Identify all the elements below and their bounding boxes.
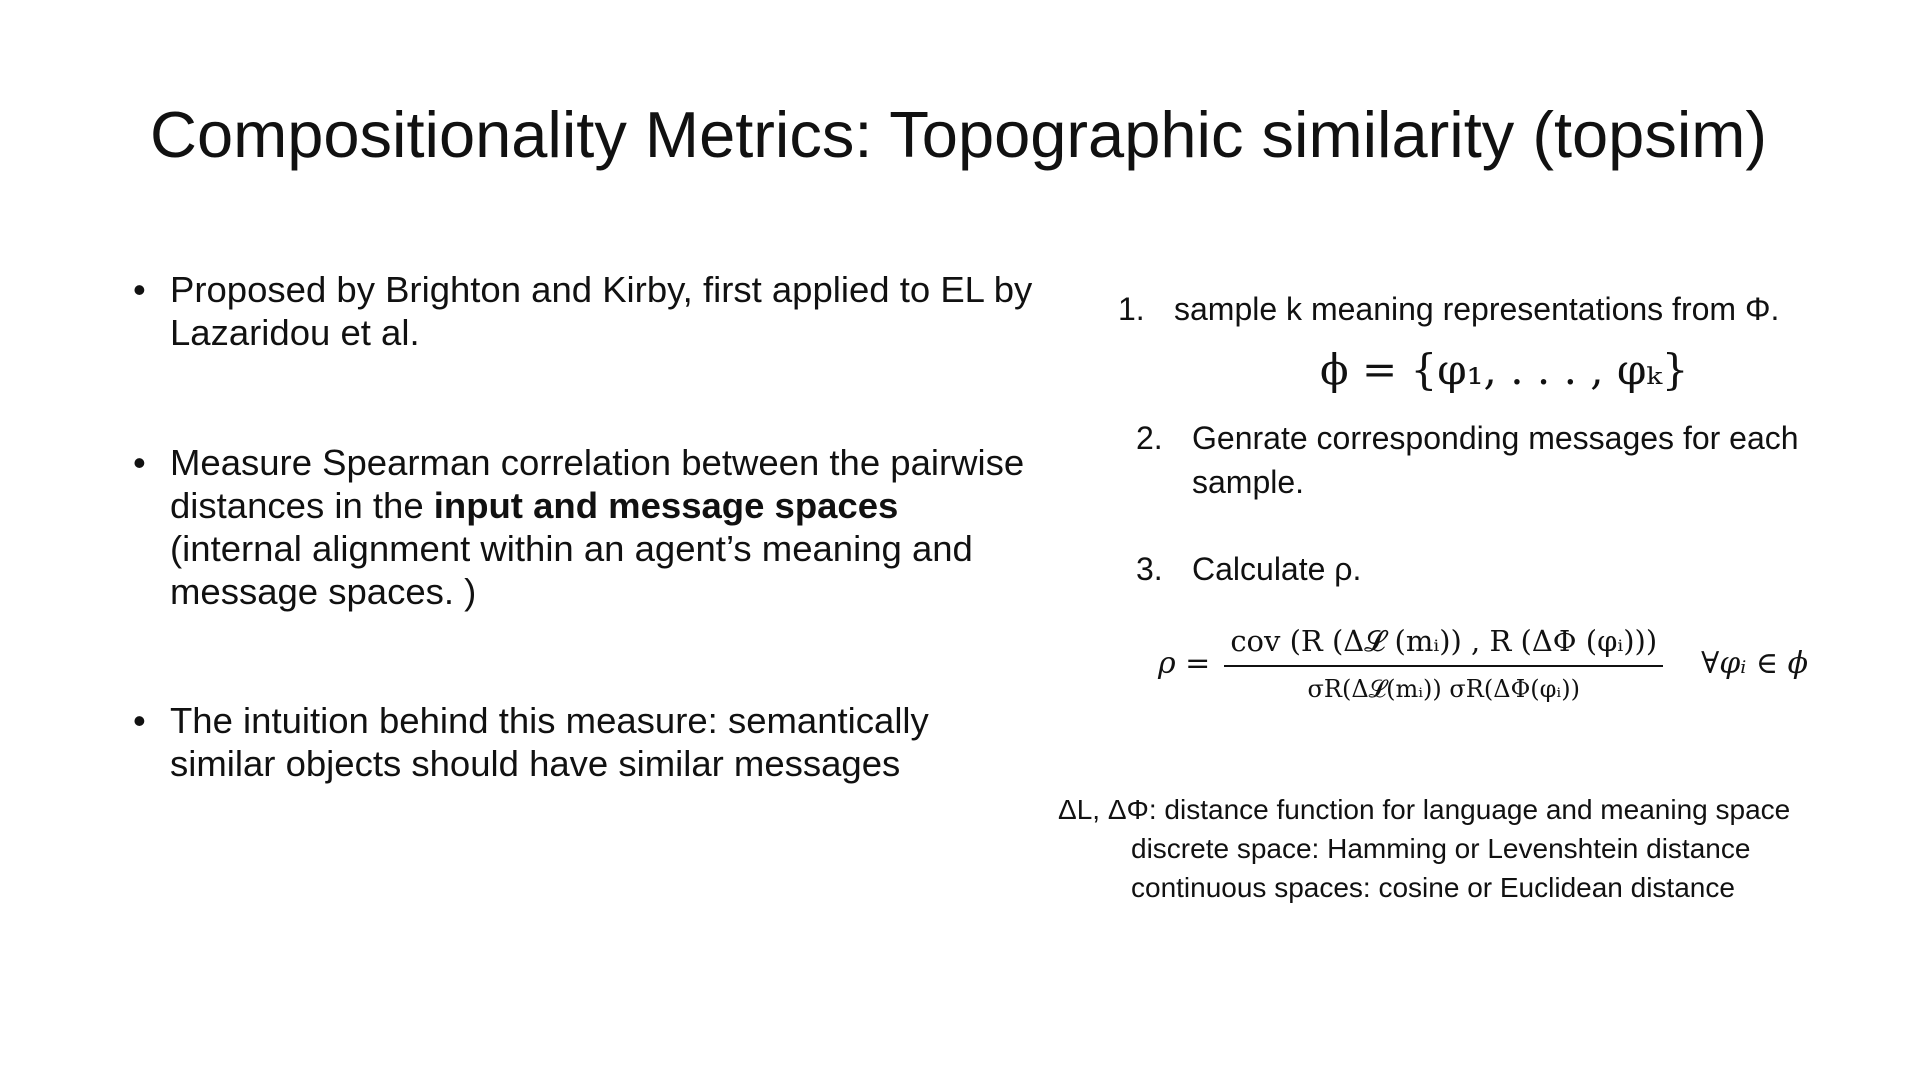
step-number: 1. xyxy=(1118,291,1145,327)
step-number: 2. xyxy=(1136,420,1163,456)
rho-condition: ∀φᵢ ∈ ϕ xyxy=(1701,646,1809,681)
step-item xyxy=(1136,416,1876,504)
bullet-bold-text: input and message spaces xyxy=(433,485,899,526)
step-item xyxy=(1136,547,1876,591)
bullet-item xyxy=(133,268,1033,354)
slide-title: Compositionality Metrics: Topographic similarity (topsim) xyxy=(150,98,1768,171)
bullet-marker: • xyxy=(133,442,146,483)
rho-numerator: cov (R (Δ𝓛 (mᵢ)) , R (ΔΦ (φᵢ))) xyxy=(1230,624,1658,658)
rho-lhs: ρ = xyxy=(1158,646,1211,681)
note-line: continuous spaces: cosine or Euclidean distance xyxy=(1131,872,1735,903)
bullet-text xyxy=(170,441,1033,613)
bullet-marker: • xyxy=(133,700,146,741)
bullet-text: The intuition behind this measure: semantically similar objects should have similar messages xyxy=(170,700,929,784)
phi-equation: ϕ = {φ₁, . . . , φₖ} xyxy=(1320,345,1689,394)
bullet-marker: • xyxy=(133,269,146,310)
bullet-text: Proposed by Brighton and Kirby, first applied to EL by Lazaridou et al. xyxy=(170,269,1033,353)
bullet-item xyxy=(133,441,1033,613)
rho-equation xyxy=(1158,624,1808,703)
rho-fraction xyxy=(1224,624,1663,703)
step-number: 3. xyxy=(1136,551,1163,587)
bullet-item xyxy=(133,699,1033,785)
step-text: Calculate ρ. xyxy=(1192,551,1362,587)
step-text: sample k meaning representations from Φ. xyxy=(1174,291,1780,327)
note-line: discrete space: Hamming or Levenshtein distance xyxy=(1131,833,1751,864)
bullet-text-part: (internal alignment within an agent’s meaning and message spaces. ) xyxy=(170,485,983,612)
distance-notes xyxy=(1058,790,1790,907)
bullet-text-part: Measure Spearman correlation between the pairwise distances in the xyxy=(170,442,1025,526)
note-line: ΔL, ΔΦ: distance function for language and meaning space xyxy=(1058,794,1791,825)
step-item xyxy=(1118,287,1878,331)
rho-denominator: σR(Δ𝓛(mᵢ)) σR(ΔΦ(φᵢ)) xyxy=(1307,675,1580,703)
step-text: Genrate corresponding messages for each sample. xyxy=(1192,420,1799,500)
